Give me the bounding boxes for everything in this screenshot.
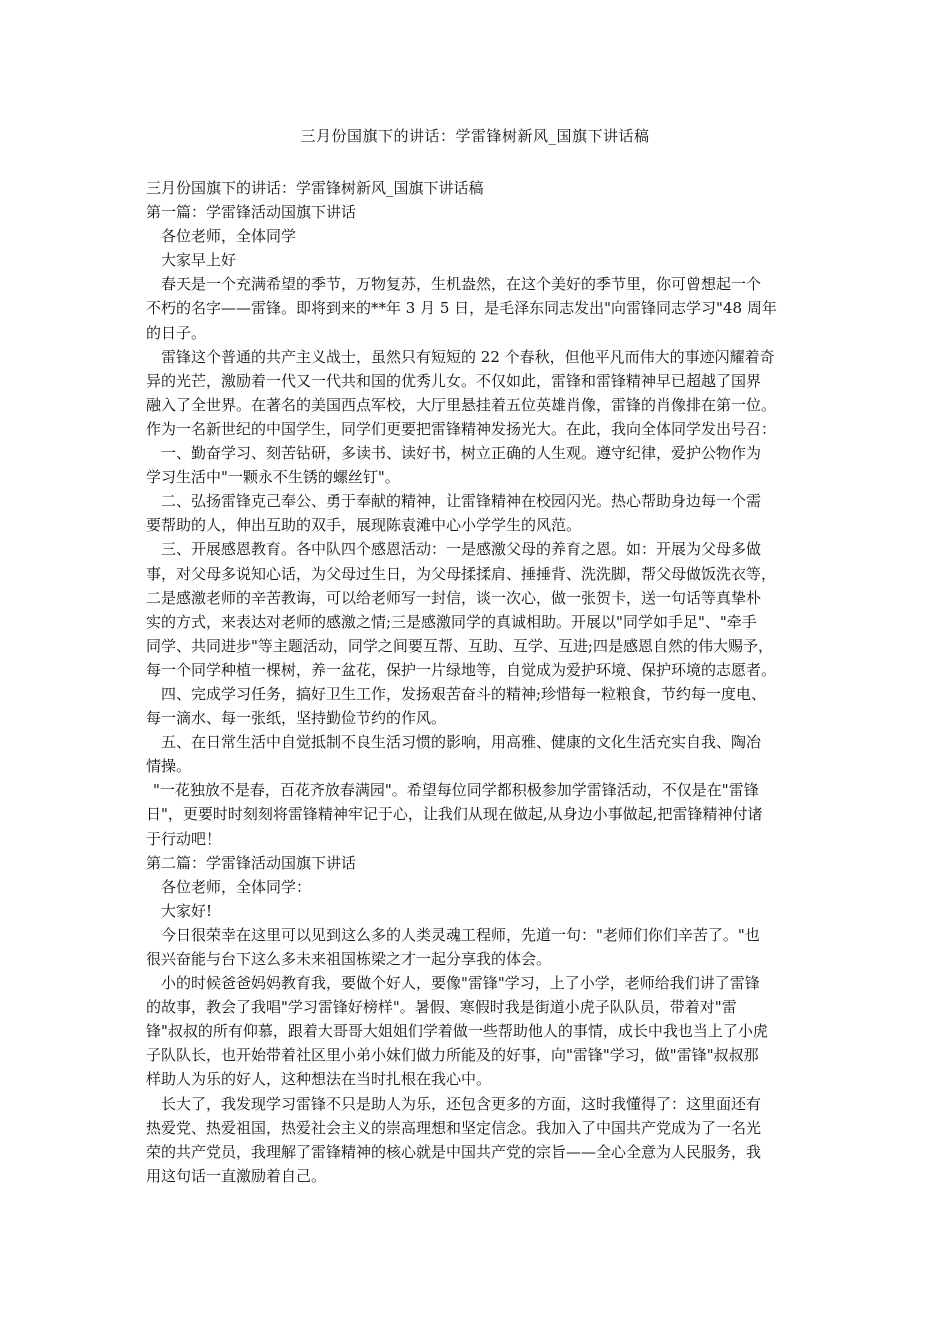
- text-line: 二、弘扬雷锋克己奉公、勇于奉献的精神，让雷锋精神在校园闪光。热心帮助身边每一个需: [161, 492, 762, 511]
- text-line: 于行动吧！: [146, 829, 222, 848]
- text-line: 春天是一个充满希望的季节，万物复苏，生机盎然，在这个美好的季节里，你可曾想起一个: [161, 275, 762, 294]
- text-line: 学习生活中"一颗永不生锈的螺丝钉"。: [146, 468, 400, 487]
- text-line: 三月份国旗下的讲话：学雷锋树新风_国旗下讲话稿: [146, 179, 484, 197]
- text-line: 大家早上好: [161, 251, 237, 270]
- text-line: 今日很荣幸在这里可以见到这么多的人类灵魂工程师，先道一句："老师们你们辛苦了。"也: [161, 925, 760, 944]
- text-line: 要帮助的人，伸出互助的双手，展现陈袁滩中心小学学生的风范。: [146, 516, 582, 535]
- text-line: 每一滴水、每一张纸，坚持勤俭节约的作风。: [146, 709, 447, 728]
- text-line: 每一个同学种植一棵树，养一盆花，保护一片绿地等，自觉成为爱护环境、保护环境的志愿者。: [146, 660, 777, 679]
- text-line: 小的时候爸爸妈妈教育我，要做个好人，要像"雷锋"学习，上了小学，老师给我们讲了雷锋: [161, 974, 760, 993]
- text-line: 不朽的名字——雷锋。即将到来的**年 3 月 5 日，是毛泽东同志发出"向雷锋同志学习"48 周年: [146, 299, 777, 318]
- text-line: 作为一名新世纪的中国学生，同学们更要把雷锋精神发扬光大。在此，我向全体同学发出号召：: [146, 419, 777, 438]
- text-line: 雷锋这个普通的共产主义战士，虽然只有短短的 22 个春秋，但他平凡而伟大的事迹闪耀着奇: [161, 347, 775, 366]
- document-body: [146, 176, 810, 1188]
- text-line: 情操。: [146, 757, 192, 776]
- text-line: 的故事，教会了我唱"学习雷锋好榜样"。暑假、寒假时我是街道小虎子队队员，带着对"雷: [146, 998, 737, 1017]
- text-line: 的日子。: [146, 323, 207, 342]
- text-line: 二是感激老师的辛苦教诲，可以给老师写一封信，谈一次心，做一张贺卡，送一句话等真挚朴: [146, 588, 762, 607]
- text-line: 一、勤奋学习、刻苦钻研，多读书、读好书，树立正确的人生观。遵守纪律，爱护公物作为: [161, 444, 762, 463]
- text-line: 四、完成学习任务，搞好卫生工作，发扬艰苦奋斗的精神;珍惜每一粒粮食，节约每一度电、: [161, 684, 767, 703]
- text-line: 各位老师，全体同学：: [161, 877, 312, 896]
- text-line: 锋"叔叔的所有仰慕，跟着大哥哥大姐姐们学着做一些帮助他人的事情，成长中我也当上了小虎: [146, 1022, 768, 1041]
- text-line: 各位老师，全体同学: [161, 227, 297, 246]
- text-line: 五、在日常生活中自觉抵制不良生活习惯的影响，用高雅、健康的文化生活充实自我、陶冶: [161, 733, 762, 752]
- text-line: 子队队长，也开始带着社区里小弟小妹们做力所能及的好事，向"雷锋"学习，做"雷锋"叔叔那: [146, 1046, 759, 1065]
- text-line: 样助人为乐的好人，这种想法在当时扎根在我心中。: [146, 1070, 492, 1089]
- text-line: 实的方式，来表达对老师的感激之情;三是感激同学的真诚相助。开展以"同学如手足"、"牵手: [146, 612, 757, 631]
- document-title: 三月份国旗下的讲话：学雷锋树新风_国旗下讲话稿: [300, 127, 650, 145]
- text-line: 荣的共产党员，我理解了雷锋精神的核心就是中国共产党的宗旨——全心全意为人民服务，我: [146, 1142, 762, 1161]
- text-line: 同学、共同进步"等主题活动，同学之间要互帮、互助、互学、互进;四是感恩自然的伟大赐予，: [146, 636, 773, 655]
- text-line: 融入了全世界。在著名的美国西点军校，大厅里悬挂着五位英雄肖像，雷锋的肖像排在第一位。: [146, 395, 777, 414]
- text-line: 用这句话一直激励着自己。: [146, 1166, 327, 1185]
- text-line: 日"，更要时时刻刻将雷锋精神牢记于心，让我们从现在做起,从身边小事做起,把雷锋精神付诸: [146, 805, 763, 824]
- text-line: "一花独放不是春，百花齐放春满园"。希望每位同学都积极参加学雷锋活动，不仅是在"雷锋: [153, 781, 759, 800]
- text-line: 异的光芒，激励着一代又一代共和国的优秀儿女。不仅如此，雷锋和雷锋精神早已超越了国界: [146, 371, 762, 390]
- text-line: 事，对父母多说知心话，为父母过生日，为父母揉揉肩、捶捶背、洗洗脚，帮父母做饭洗衣等，: [146, 564, 777, 583]
- text-line: 第二篇：学雷锋活动国旗下讲话: [146, 853, 357, 872]
- text-line: 很兴奋能与台下这么多未来祖国栋梁之才一起分享我的体会。: [146, 950, 552, 968]
- text-line: 热爱党、热爱祖国，热爱社会主义的崇高理想和坚定信念。我加入了中国共产党成为了一名光: [146, 1118, 762, 1137]
- text-line: 三、开展感恩教育。各中队四个感恩活动：一是感激父母的养育之恩。如：开展为父母多做: [161, 540, 762, 559]
- text-line: 大家好!: [161, 901, 213, 920]
- text-line: 长大了，我发现学习雷锋不只是助人为乐，还包含更多的方面，这时我懂得了：这里面还有: [161, 1094, 762, 1113]
- text-line: 第一篇：学雷锋活动国旗下讲话: [146, 203, 357, 222]
